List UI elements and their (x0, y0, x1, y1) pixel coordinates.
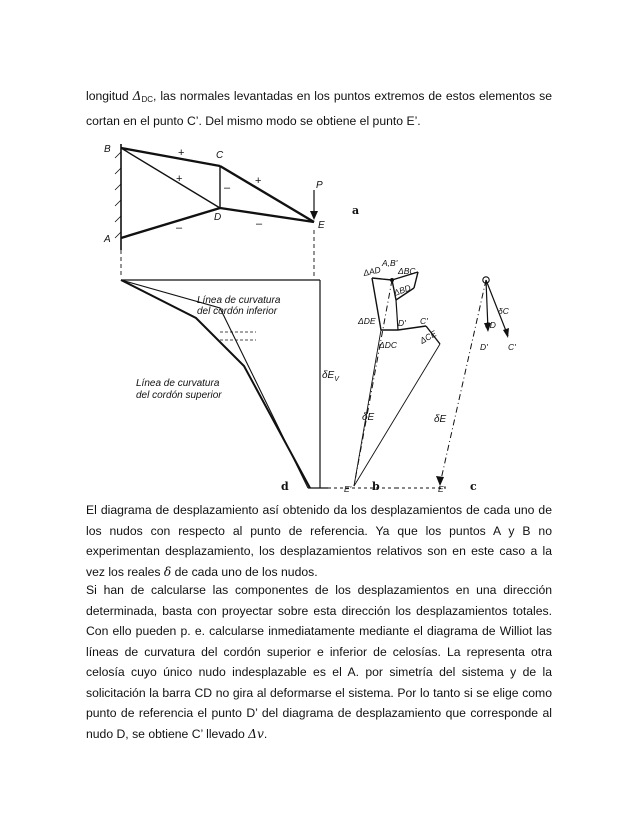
delta-ad-label: ΔAD (362, 264, 382, 278)
delta-ce-label: ΔCE (418, 328, 439, 346)
node-label-b: B (104, 144, 111, 155)
text: , las normales levantadas en los puntos extremos de estos elementos se cortan en el punto C’. Del mismo modo se obtiene el punto E’. (86, 89, 552, 128)
sign-bd: + (176, 173, 183, 185)
node-label-e: E (318, 220, 325, 231)
d-prime-label-c: D' (480, 342, 488, 352)
delta-v-symbol: Δ𝑣 (248, 726, 264, 741)
delta-bd-label: ΔBD (392, 282, 413, 298)
paragraph-3 (86, 580, 552, 744)
lower-chord-label-2: del cordón inferior (197, 306, 278, 317)
delta-d-label: δD (485, 320, 496, 330)
text: longitud (86, 89, 133, 103)
williot-diagram (328, 258, 440, 494)
sign-de: – (256, 218, 263, 230)
lower-chord-label-1: Línea de curvatura (197, 295, 281, 306)
e-prime-label-b: E' (344, 484, 352, 494)
text: . (263, 726, 268, 741)
sign-ad: – (176, 222, 183, 234)
paragraph-2 (86, 500, 552, 582)
e-prime-label-c: E' (438, 484, 446, 494)
truss-diagram (103, 144, 359, 250)
delta-symbol: δ (163, 564, 172, 579)
delta-dc-label: ΔDC (379, 340, 397, 350)
upper-chord-label-1: Línea de curvatura (136, 378, 220, 389)
member-ad (121, 208, 220, 238)
upper-chord-label-2: del cordón superior (136, 390, 222, 401)
node-label-c: C (216, 150, 224, 161)
text: de cada uno de los nudos. (171, 564, 318, 579)
c-prime-label-c: C' (508, 342, 516, 352)
delta-symbol: Δ (132, 89, 142, 103)
ab-label: A,B' (382, 258, 398, 268)
text: El diagrama de desplazamiento así obtenido da los desplazamientos de cada uno de los nudos con respecto al punto de referencia. Ya que los puntos A y B no experimentan desplazamiento, los desplazamientos relativos son en este caso a la vez los reales (86, 503, 552, 579)
sign-ce: + (255, 175, 262, 187)
curvature-diagram (121, 230, 340, 493)
part-label-b: b (372, 480, 380, 493)
delta-e-label-b: δE (362, 412, 375, 423)
part-label-c: c (470, 480, 477, 493)
node-label-d: D (214, 212, 222, 223)
part-label-d: d (281, 480, 289, 493)
sign-cd: – (224, 182, 231, 194)
sign-bc: + (178, 147, 185, 159)
delta-de-label: ΔDE (358, 316, 376, 326)
c-prime-label-b: C' (420, 316, 428, 326)
delta-e-label-c: δE (434, 414, 447, 425)
delta-e-line-c (440, 280, 486, 484)
delta-subscript: DC (141, 95, 154, 104)
delta-bc-label: ΔBC (398, 266, 416, 276)
delta-ev-label: $\delta E_V$ (322, 370, 339, 383)
displacement-diagram (396, 277, 516, 494)
delta-c-label: δC (498, 306, 509, 316)
member-ce (220, 166, 314, 222)
load-label: P (316, 180, 323, 191)
text: Si han de calcularse las componentes de los desplazamientos en una dirección determinada, basta con proyectar sobre esta dirección los desplazamientos totales. Con ello pueden p. e. calcularse inmediatamente mediante el diagrama de Williot las líneas de curvatura del cordón superior e inferior de celosías. La representa otra celosía cuyo único nudo indesplazable es el A. por simetría del sistema y de la solicitación la barra CD no gira al deformarse el sistema. Por lo tanto si se elige como punto de referencia el punto D’ del diagrama de desplazamiento que corresponde al nudo D, se obtiene C’ llevado (86, 583, 552, 741)
paragraph-1 (86, 86, 552, 131)
member-de (220, 208, 314, 222)
part-label-a: a (352, 204, 360, 217)
d-prime-label: D' (398, 318, 406, 328)
node-label-a: A (104, 234, 111, 245)
truss-displacement-figure (96, 138, 556, 494)
